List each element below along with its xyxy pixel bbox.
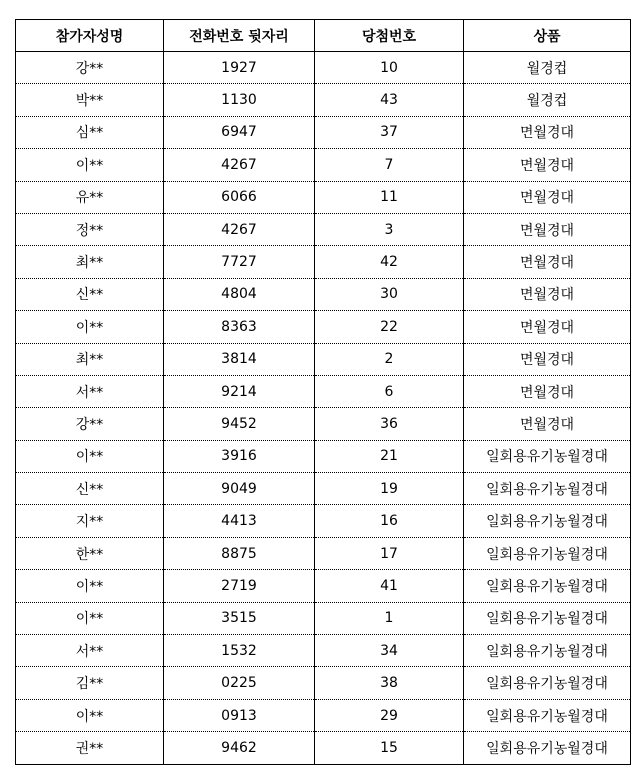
winning-number-cell: 22 (315, 311, 464, 343)
table-row (16, 116, 631, 148)
participant-name-cell: 최** (16, 343, 164, 375)
header-phone-last-digits: 전화번호 뒷자리 (164, 20, 315, 52)
prize-cell: 면월경대 (464, 181, 631, 213)
prize-cell: 일회용유기농월경대 (464, 473, 631, 505)
header-prize: 상품 (464, 20, 631, 52)
phone-last-digits-cell: 1927 (164, 52, 315, 84)
table-row (16, 375, 631, 407)
phone-last-digits-cell: 9214 (164, 375, 315, 407)
winning-number-cell: 11 (315, 181, 464, 213)
table-row (16, 84, 631, 116)
table-body (16, 52, 631, 765)
winning-number-cell: 34 (315, 635, 464, 667)
prize-cell: 면월경대 (464, 311, 631, 343)
winning-number-cell: 19 (315, 473, 464, 505)
participant-name-cell: 이** (16, 602, 164, 634)
header-row (16, 20, 631, 52)
phone-last-digits-cell: 9049 (164, 473, 315, 505)
prize-cell: 일회용유기농월경대 (464, 440, 631, 472)
table-row (16, 473, 631, 505)
participant-name-cell: 한** (16, 537, 164, 569)
participant-name-cell: 이** (16, 311, 164, 343)
winning-number-cell: 10 (315, 52, 464, 84)
phone-last-digits-cell: 6066 (164, 181, 315, 213)
winning-number-cell: 30 (315, 278, 464, 310)
participant-name-cell: 이** (16, 570, 164, 602)
phone-last-digits-cell: 1130 (164, 84, 315, 116)
prize-cell: 면월경대 (464, 116, 631, 148)
table-row (16, 537, 631, 569)
participant-name-cell: 최** (16, 246, 164, 278)
winning-number-cell: 42 (315, 246, 464, 278)
participant-name-cell: 정** (16, 213, 164, 245)
winning-number-cell: 29 (315, 699, 464, 731)
winning-number-cell: 41 (315, 570, 464, 602)
winning-number-cell: 36 (315, 408, 464, 440)
prize-cell: 면월경대 (464, 375, 631, 407)
participant-name-cell: 김** (16, 667, 164, 699)
participant-name-cell: 강** (16, 52, 164, 84)
winning-number-cell: 21 (315, 440, 464, 472)
table-row (16, 440, 631, 472)
phone-last-digits-cell: 8363 (164, 311, 315, 343)
winning-number-cell: 6 (315, 375, 464, 407)
winning-number-cell: 43 (315, 84, 464, 116)
participant-name-cell: 이** (16, 149, 164, 181)
prize-cell: 면월경대 (464, 213, 631, 245)
winning-number-cell: 16 (315, 505, 464, 537)
phone-last-digits-cell: 4267 (164, 149, 315, 181)
participant-name-cell: 심** (16, 116, 164, 148)
table-row (16, 505, 631, 537)
prize-cell: 면월경대 (464, 408, 631, 440)
winning-number-cell: 7 (315, 149, 464, 181)
phone-last-digits-cell: 4413 (164, 505, 315, 537)
winning-number-cell: 37 (315, 116, 464, 148)
table-row (16, 635, 631, 667)
prize-cell: 일회용유기농월경대 (464, 570, 631, 602)
phone-last-digits-cell: 9462 (164, 732, 315, 764)
phone-last-digits-cell: 3515 (164, 602, 315, 634)
phone-last-digits-cell: 4804 (164, 278, 315, 310)
winning-number-cell: 15 (315, 732, 464, 764)
phone-last-digits-cell: 3916 (164, 440, 315, 472)
winning-number-cell: 1 (315, 602, 464, 634)
prize-cell: 면월경대 (464, 343, 631, 375)
header-winning-number: 당첨번호 (315, 20, 464, 52)
table-row (16, 213, 631, 245)
winning-number-cell: 17 (315, 537, 464, 569)
phone-last-digits-cell: 8875 (164, 537, 315, 569)
table-row (16, 570, 631, 602)
prize-cell: 일회용유기농월경대 (464, 667, 631, 699)
participant-name-cell: 이** (16, 699, 164, 731)
phone-last-digits-cell: 0225 (164, 667, 315, 699)
prize-cell: 월경컵 (464, 52, 631, 84)
prize-cell: 일회용유기농월경대 (464, 537, 631, 569)
prize-cell: 일회용유기농월경대 (464, 635, 631, 667)
participant-name-cell: 지** (16, 505, 164, 537)
winning-number-cell: 2 (315, 343, 464, 375)
phone-last-digits-cell: 4267 (164, 213, 315, 245)
phone-last-digits-cell: 9452 (164, 408, 315, 440)
prize-cell: 일회용유기농월경대 (464, 505, 631, 537)
table-row (16, 181, 631, 213)
table-row (16, 246, 631, 278)
table-header (16, 20, 631, 52)
table-row (16, 343, 631, 375)
participant-name-cell: 신** (16, 278, 164, 310)
prize-cell: 일회용유기농월경대 (464, 602, 631, 634)
participant-name-cell: 신** (16, 473, 164, 505)
winning-number-cell: 3 (315, 213, 464, 245)
participant-name-cell: 강** (16, 408, 164, 440)
table-row (16, 699, 631, 731)
table-row (16, 667, 631, 699)
phone-last-digits-cell: 0913 (164, 699, 315, 731)
table-row (16, 149, 631, 181)
prize-cell: 일회용유기농월경대 (464, 732, 631, 764)
phone-last-digits-cell: 7727 (164, 246, 315, 278)
participant-name-cell: 서** (16, 635, 164, 667)
table-row (16, 278, 631, 310)
table-row (16, 52, 631, 84)
winning-number-cell: 38 (315, 667, 464, 699)
phone-last-digits-cell: 3814 (164, 343, 315, 375)
participant-name-cell: 유** (16, 181, 164, 213)
table-row (16, 602, 631, 634)
phone-last-digits-cell: 2719 (164, 570, 315, 602)
phone-last-digits-cell: 6947 (164, 116, 315, 148)
winners-table (15, 19, 631, 765)
participant-name-cell: 이** (16, 440, 164, 472)
header-participant-name: 참가자성명 (16, 20, 164, 52)
prize-cell: 면월경대 (464, 278, 631, 310)
prize-cell: 면월경대 (464, 246, 631, 278)
table-row (16, 732, 631, 764)
phone-last-digits-cell: 1532 (164, 635, 315, 667)
prize-cell: 면월경대 (464, 149, 631, 181)
table-row (16, 311, 631, 343)
prize-cell: 일회용유기농월경대 (464, 699, 631, 731)
participant-name-cell: 박** (16, 84, 164, 116)
prize-cell: 월경컵 (464, 84, 631, 116)
participant-name-cell: 권** (16, 732, 164, 764)
table-row (16, 408, 631, 440)
participant-name-cell: 서** (16, 375, 164, 407)
